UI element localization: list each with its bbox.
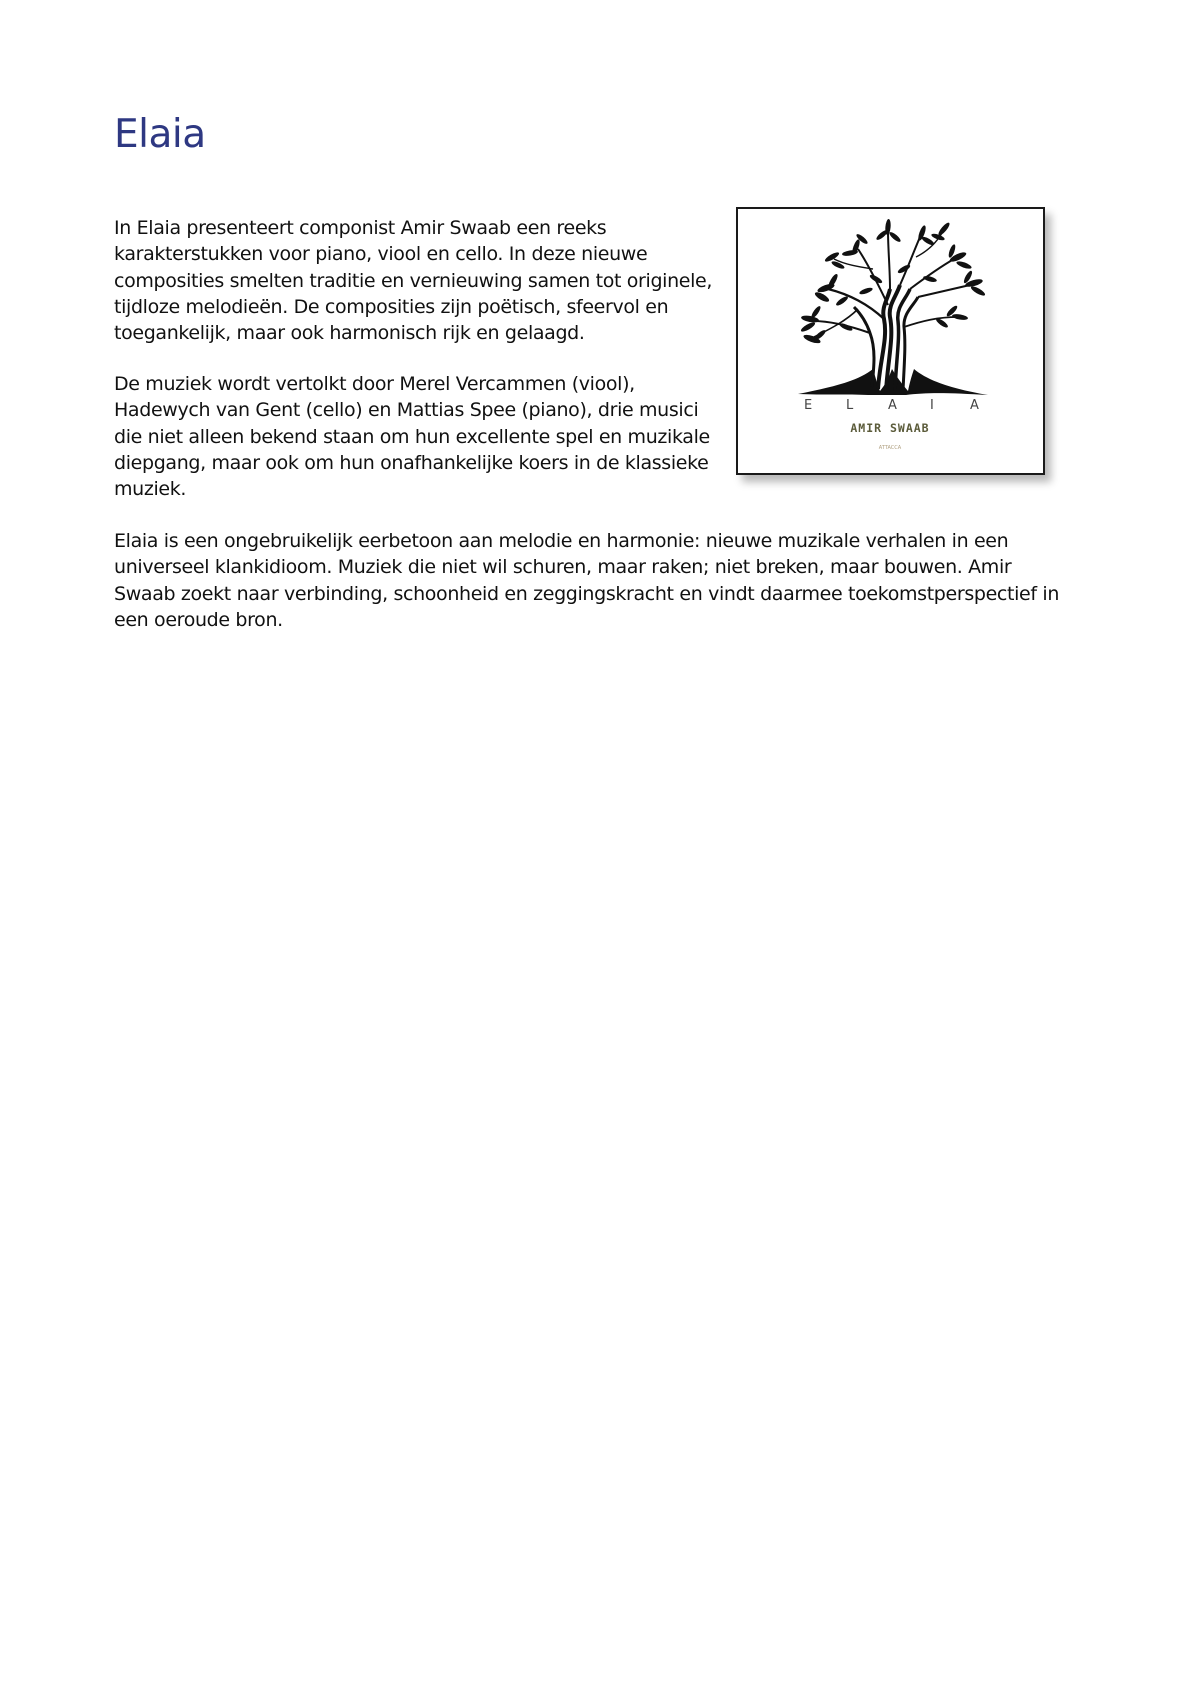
- album-cover: [736, 207, 1045, 475]
- cover-title-letter: A: [888, 398, 897, 413]
- cover-title-letter: A: [970, 398, 979, 413]
- cover-title-letter: E: [804, 398, 813, 413]
- cover-artist-name: AMIR SWAAB: [850, 421, 930, 435]
- cover-title: [804, 398, 979, 413]
- cover-title-letter: I: [930, 398, 934, 413]
- paragraph-conclusion: Elaia is een ongebruikelijk eerbetoon aan melodie en harmonie: nieuwe muzikale verhalen in een universeel klankidioom. Muziek die niet wil schuren, maar raken; niet breken, maar bouwen. Amir Swaab zoekt naar verbinding, schoonheid en zeggingskracht en vindt daarmee toekomstperspectief in een oeroude bron.: [114, 530, 1060, 631]
- paragraph-performers: De muziek wordt vertolkt door Merel Vercammen (viool), Hadewych van Gent (cello) en Mattias Spee (piano), drie musici die niet alleen bekend staan om hun excellente spel en muzikale diepgang, maar ook om hun onafhankelijke koers in de klassieke muziek.: [114, 373, 710, 501]
- cover-record-label: ATTACCA: [878, 445, 902, 451]
- olive-tree-icon: [798, 219, 988, 395]
- page-title: Elaia: [114, 112, 206, 157]
- paragraph-intro: In Elaia presenteert componist Amir Swaab een reeks karakterstukken voor piano, viool en cello. In deze nieuwe composities smelten traditie en vernieuwing samen tot originele, tijdloze melodieën. De composities zijn poëtisch, sfeervol en toegankelijk, maar ook harmonisch rijk en gelaagd.: [114, 217, 713, 345]
- cover-title-letter: L: [846, 398, 854, 413]
